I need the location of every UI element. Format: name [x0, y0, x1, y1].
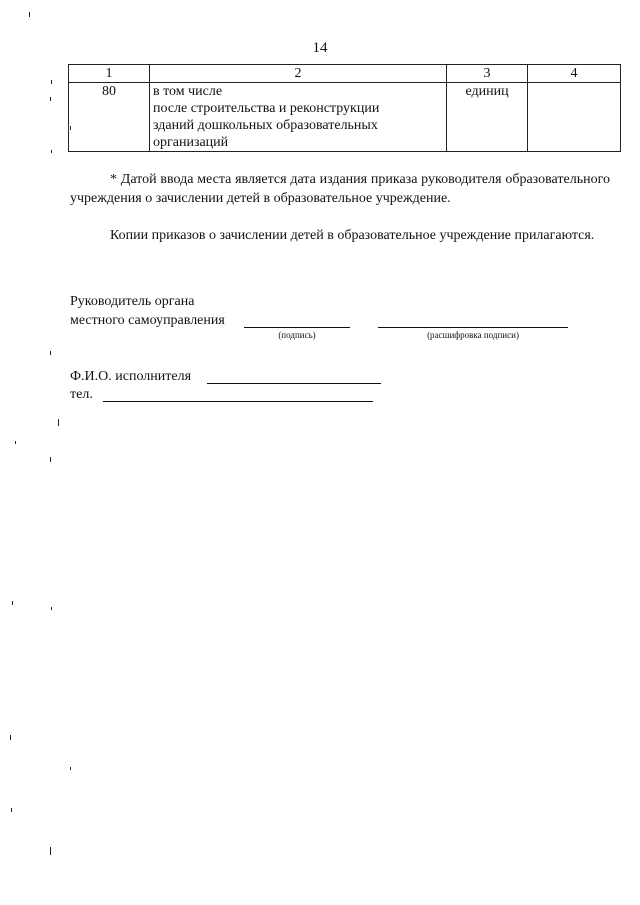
scan-speck: [51, 607, 52, 610]
description-line: в том числе: [153, 84, 223, 99]
scan-speck: [51, 80, 52, 84]
scan-speck: [12, 601, 13, 605]
description-line: организаций: [153, 135, 229, 150]
scan-speck: [50, 847, 51, 855]
signature-line: [244, 327, 350, 328]
scan-speck: [70, 126, 71, 130]
column-header-2: 2: [150, 65, 447, 83]
signature-decode-caption: (расшифровка подписи): [427, 330, 519, 340]
scan-speck: [50, 457, 51, 462]
row-number-cell: 80: [69, 83, 150, 152]
executor-label: Ф.И.О. исполнителя: [70, 369, 192, 384]
row-value-cell: [528, 83, 621, 152]
scan-speck: [11, 808, 12, 812]
scan-speck: [51, 150, 52, 153]
scan-speck: [10, 735, 11, 740]
page-number: 14: [312, 40, 328, 56]
description-line: зданий дошкольных образовательных: [153, 118, 378, 133]
table-header-row: [69, 65, 621, 83]
column-header-1: 1: [69, 65, 150, 83]
phone-line: [103, 401, 373, 402]
executor-line: [207, 383, 381, 384]
signature-decode-line: [378, 327, 568, 328]
row-description-cell: [150, 83, 447, 152]
footnote-paragraph: * Датой ввода места является дата издания приказа руководителя образовательного учреждения о зачислении детей в образовательное учреждение.: [70, 172, 610, 206]
scan-speck: [50, 351, 51, 355]
scan-speck: [70, 767, 71, 770]
scan-speck: [15, 441, 16, 444]
description-line: после строительства и реконструкции: [153, 101, 380, 116]
head-title-line2: местного самоуправления: [70, 313, 225, 328]
column-header-4: 4: [528, 65, 621, 83]
head-title-line1: Руководитель органа: [70, 294, 195, 309]
scan-speck: [50, 97, 51, 101]
signature-caption: (подпись): [278, 330, 316, 340]
data-table: [68, 64, 621, 152]
scan-speck: [58, 419, 59, 426]
row-unit-cell: единиц: [447, 83, 528, 152]
table-row: [69, 83, 621, 152]
scan-speck: [29, 12, 30, 17]
phone-label: тел.: [70, 387, 93, 402]
attachment-paragraph: Копии приказов о зачислении детей в образовательное учреждение прилагаются.: [110, 228, 595, 243]
column-header-3: 3: [447, 65, 528, 83]
